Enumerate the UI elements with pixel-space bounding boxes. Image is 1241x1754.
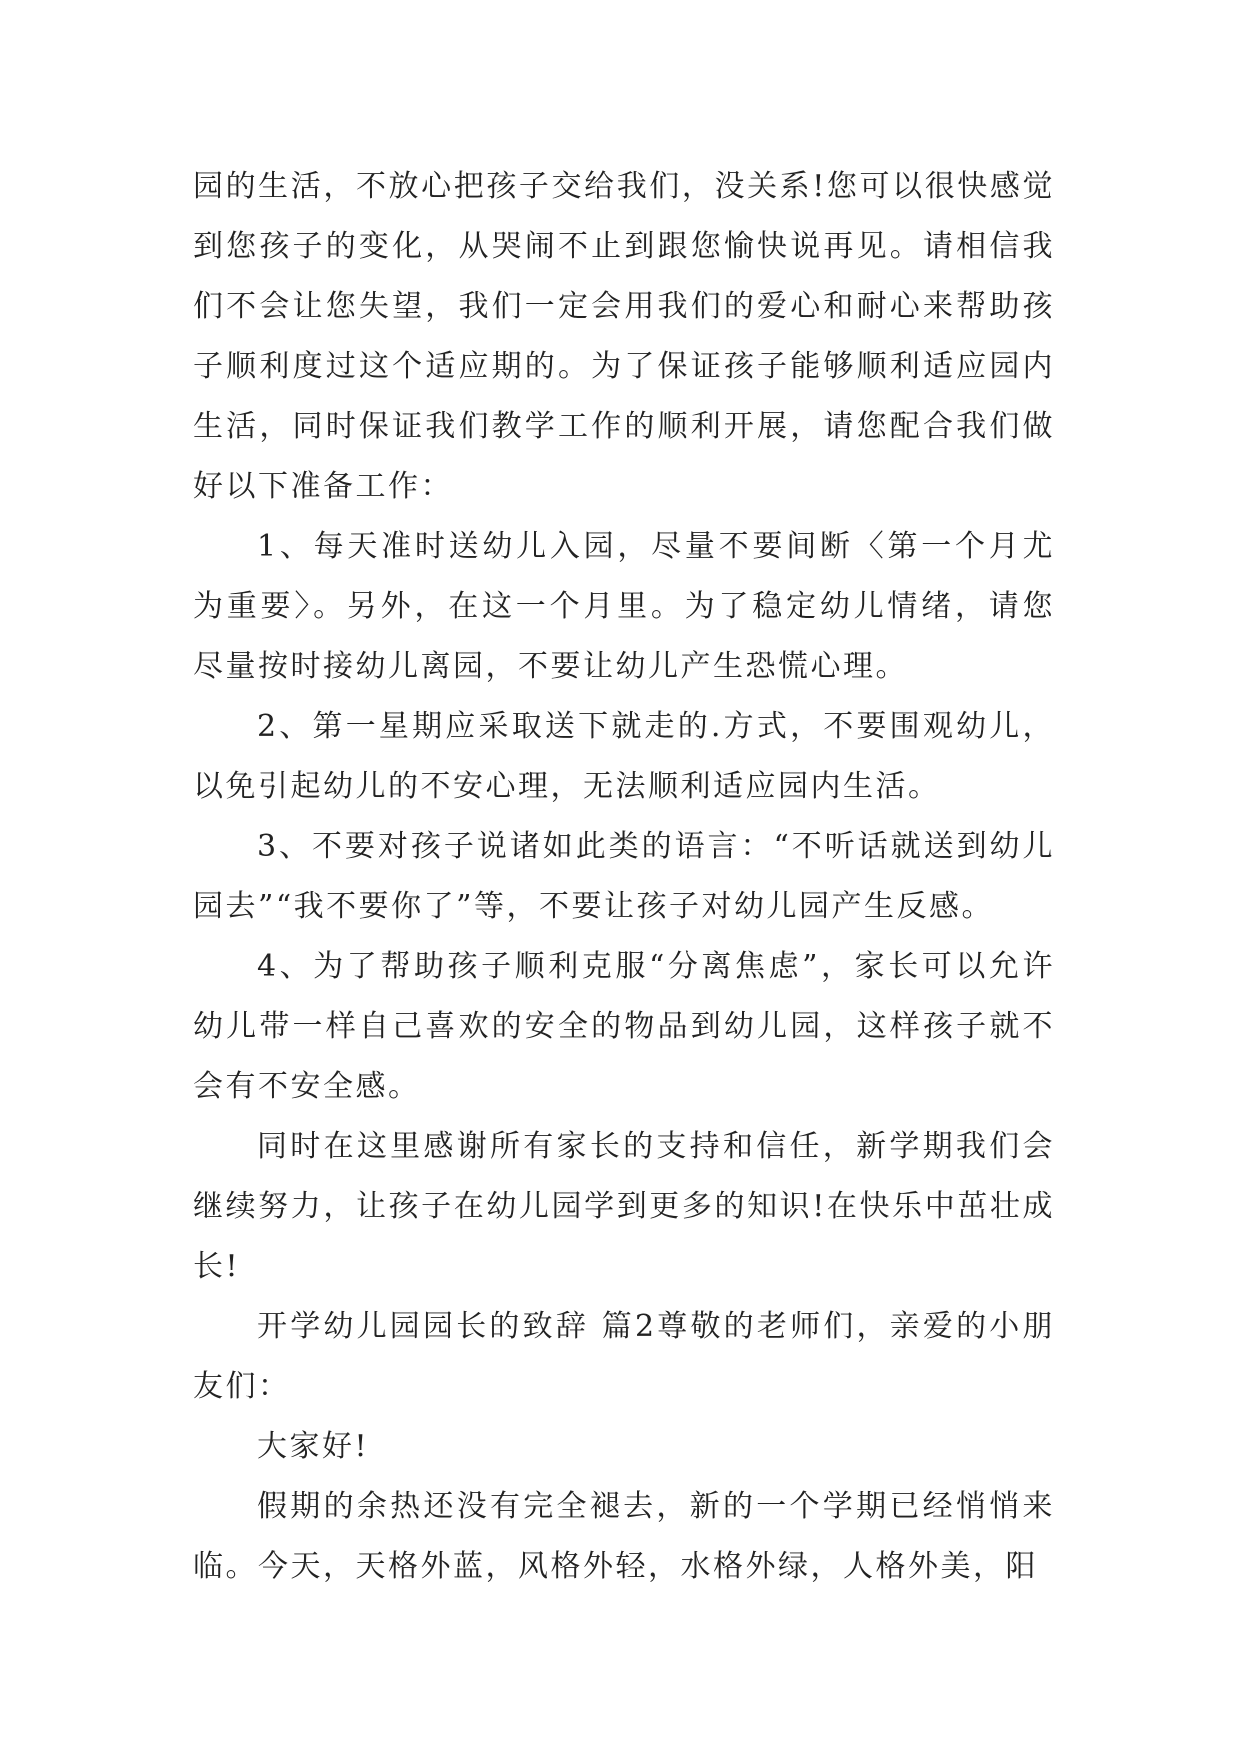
paragraph-greeting: 大家好! <box>257 1429 370 1464</box>
paragraph-intro: 园的生活，不放心把孩子交给我们，没关系!您可以很快感觉到您孩子的变化，从哭闹不止到跟您愉快说再见。请相信我们不会让您失望，我们一定会用我们的爱心和耐心来帮助孩子顺利度过这个适应期的。为了保证孩子能够顺利适应园内生活，同时保证我们教学工作的顺利开展，请您配合我们做好以下准备工作： <box>193 169 1055 504</box>
paragraph-speech-heading: 开学幼儿园园长的致辞 篇2尊敬的老师们，亲爱的小朋友们： <box>193 1309 1055 1404</box>
paragraph-item-3: 3、不要对孩子说诸如此类的语言：“不听话就送到幼儿园去”“我不要你了”等，不要让孩子对幼儿园产生反感。 <box>193 829 1055 924</box>
paragraph-thanks: 同时在这里感谢所有家长的支持和信任，新学期我们会继续努力，让孩子在幼儿园学到更多的知识!在快乐中茁壮成长! <box>193 1129 1055 1284</box>
paragraph-item-2: 2、第一星期应采取送下就走的.方式，不要围观幼儿，以免引起幼儿的不安心理，无法顺利适应园内生活。 <box>193 709 1055 804</box>
paragraph-item-1: 1、每天准时送幼儿入园，尽量不要间断〈第一个月尤为重要〉。另外，在这一个月里。为了稳定幼儿情绪，请您尽量按时接幼儿离园，不要让幼儿产生恐慌心理。 <box>193 529 1055 684</box>
paragraph-item-4: 4、为了帮助孩子顺利克服“分离焦虑”，家长可以允许幼儿带一样自己喜欢的安全的物品到幼儿园，这样孩子就不会有不安全感。 <box>193 949 1055 1104</box>
paragraph-speech-body: 假期的余热还没有完全褪去，新的一个学期已经悄悄来临。今天，天格外蓝，风格外轻，水格外绿，人格外美，阳 <box>193 1489 1055 1584</box>
document-body <box>193 157 1055 1597</box>
